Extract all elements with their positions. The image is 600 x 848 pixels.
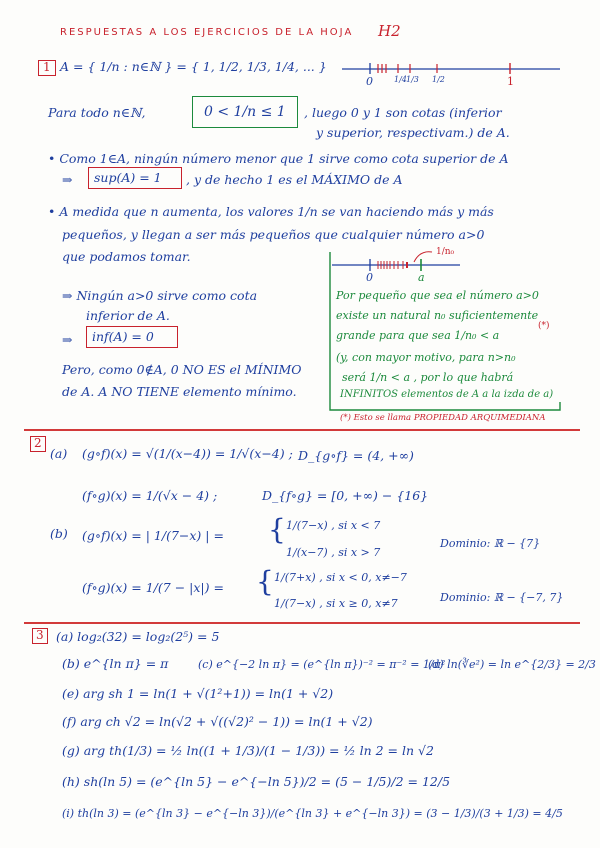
numberline-label-1: 1 bbox=[507, 75, 514, 88]
composition-f-g-b: (f∘g)(x) = 1/(7 − |x|) = bbox=[82, 580, 224, 595]
section-3-number: 3 bbox=[36, 628, 44, 642]
part-2a-label: (a) bbox=[50, 446, 68, 461]
answer-3d: (d) ln(∛e²) = ln e^{2/3} = 2/3 bbox=[428, 658, 596, 671]
numberline-label-third: 1/3 bbox=[406, 75, 419, 84]
answer-3g: (g) arg th(1/3) = ½ ln((1 + 1/3)/(1 − 1/3)) = ½ ln 2 = ln √2 bbox=[62, 743, 434, 758]
part-2b-label: (b) bbox=[50, 526, 68, 541]
archimedean-line-5: será 1/n < a , por lo que habrá bbox=[342, 371, 514, 384]
bounds-line-1: , luego 0 y 1 son cotas (inferior bbox=[304, 105, 502, 120]
divider-1 bbox=[24, 429, 580, 431]
sheet-code: H2 bbox=[378, 22, 401, 40]
section-2-number: 2 bbox=[34, 436, 42, 450]
brace-1: { bbox=[268, 513, 286, 546]
archimedean-line-3: grande para que sea 1/n₀ < a bbox=[336, 329, 500, 342]
archimedean-footnote: (*) Esto se llama PROPIEDAD ARQUIMEDIANA bbox=[340, 413, 546, 423]
archimedean-line-2: existe un natural n₀ suficientemente bbox=[336, 309, 539, 322]
panel-label-0: 0 bbox=[366, 271, 373, 284]
bullet-2-line-1: • A medida que n aumenta, los valores 1/n se van haciendo más y más bbox=[48, 204, 494, 219]
bullet-2-line-3: que podamos tomar. bbox=[62, 249, 191, 264]
sheet-title: RESPUESTAS A LOS EJERCICIOS DE LA HOJA bbox=[60, 27, 354, 38]
no-minimum-1: Pero, como 0∉A, 0 NO ES el MÍNIMO bbox=[62, 362, 302, 377]
case-2a: 1/(7+x) , si x < 0, x≠−7 bbox=[274, 571, 407, 584]
domain-b2: Dominio: ℝ − {−7, 7} bbox=[440, 591, 564, 604]
for-all-n: Para todo n∈ℕ, bbox=[48, 105, 146, 120]
set-definition: A = { 1/n : n∈ℕ } = { 1, 1/2, 1/3, 1/4, ... } bbox=[60, 59, 327, 74]
answer-3b: (b) e^{ln π} = π bbox=[62, 656, 169, 671]
bullet-2-line-2: pequeños, y llegan a ser más pequeños que cualquier número a>0 bbox=[62, 227, 485, 242]
case-1b: 1/(x−7) , si x > 7 bbox=[286, 546, 381, 559]
composition-g-f: (g∘f)(x) = √(1/(x−4)) = 1/√(x−4) ; bbox=[82, 446, 293, 461]
inequality: 0 < 1/n ≤ 1 bbox=[204, 104, 286, 120]
archimedean-line-6: INFINITOS elementos de A a la izda de a) bbox=[340, 389, 554, 400]
maximum-statement: , y de hecho 1 es el MÁXIMO de A bbox=[186, 172, 403, 187]
answer-3i: (i) th(ln 3) = (e^{ln 3} − e^{−ln 3})/(e^{ln 3} + e^{−ln 3}) = (3 − 1/3)/(3 + 1/3) = 4/5 bbox=[62, 807, 563, 820]
domain-g-f: D_{g∘f} = (4, +∞) bbox=[298, 448, 414, 463]
answer-3f: (f) arg ch √2 = ln(√2 + √((√2)² − 1)) = ln(1 + √2) bbox=[62, 714, 373, 729]
brace-2: { bbox=[256, 565, 274, 598]
domain-f-g: D_{f∘g} = [0, +∞) − {16} bbox=[262, 488, 429, 503]
archimedean-line-1: Por pequeño que sea el número a>0 bbox=[336, 289, 539, 302]
numberline-label-0: 0 bbox=[366, 75, 373, 88]
case-2b: 1/(7−x) , si x ≥ 0, x≠7 bbox=[274, 597, 398, 610]
archimedean-line-4: (y, con mayor motivo, para n>n₀ bbox=[336, 351, 516, 364]
composition-f-g: (f∘g)(x) = 1/(√x − 4) ; bbox=[82, 488, 218, 503]
no-lower-bound-2: inferior de A. bbox=[86, 308, 170, 323]
section-1-number: 1 bbox=[43, 60, 51, 74]
domain-b1: Dominio: ℝ − {7} bbox=[440, 537, 541, 550]
inf-result: inf(A) = 0 bbox=[92, 329, 154, 344]
answer-3a: (a) log₂(32) = log₂(2⁵) = 5 bbox=[56, 629, 220, 644]
case-1a: 1/(7−x) , si x < 7 bbox=[286, 519, 381, 532]
panel-label-a: a bbox=[418, 271, 425, 284]
numberline-label-half: 1/2 bbox=[432, 75, 445, 84]
implies-arrow-2: ⇒ bbox=[62, 332, 73, 347]
composition-g-f-b: (g∘f)(x) = | 1/(7−x) | = bbox=[82, 528, 224, 543]
bullet-1-text: • Como 1∈A, ningún número menor que 1 sirve como cota superior de A bbox=[48, 151, 509, 166]
no-lower-bound-1: ⇒ Ningún a>0 sirve como cota bbox=[62, 288, 258, 303]
answer-3e: (e) arg sh 1 = ln(1 + √(1²+1)) = ln(1 + √2) bbox=[62, 686, 334, 701]
archimedean-star: (*) bbox=[538, 321, 550, 331]
answer-3c: (c) e^{−2 ln π} = (e^{ln π})⁻² = π⁻² = 1/π² bbox=[198, 658, 446, 671]
no-minimum-2: de A. A NO TIENE elemento mínimo. bbox=[62, 384, 297, 399]
implies-arrow-1: ⇒ bbox=[62, 172, 73, 187]
sup-result: sup(A) = 1 bbox=[94, 170, 162, 185]
bounds-line-2: y superior, respectivam.) de A. bbox=[316, 125, 510, 140]
panel-label-1-over-n0: 1/n₀ bbox=[436, 247, 455, 257]
answer-3h: (h) sh(ln 5) = (e^{ln 5} − e^{−ln 5})/2 = (5 − 1/5)/2 = 12/5 bbox=[62, 774, 451, 789]
divider-2 bbox=[24, 622, 580, 624]
numberline-label-quarter: 1/4 bbox=[394, 75, 407, 84]
